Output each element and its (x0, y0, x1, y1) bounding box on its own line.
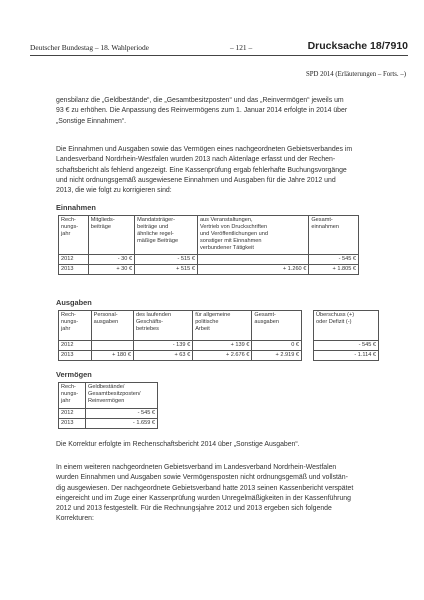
table-row (314, 351, 379, 361)
table-cell: 0 € (252, 341, 302, 351)
table-cell: - 545 € (86, 409, 158, 419)
text-line: Die Einnahmen und Ausgaben sowie das Vermögen eines nachgeordneten Gebietsverbandes im (56, 146, 353, 153)
table-cell: - 515 € (135, 255, 198, 265)
table-cell: + 139 € (193, 341, 252, 351)
header-rule (30, 55, 408, 56)
text-line: Korrekturen: (56, 515, 94, 523)
table-header-cell: Rech- nungs- jahr (59, 383, 86, 409)
text-line: eingereicht und im Zuge einer Kassenprüfung wurden Unregelmäßigkeiten in der Kassenführung (56, 494, 351, 502)
table-cell: 2013 (59, 265, 89, 275)
page-header (30, 40, 408, 54)
table-cell (91, 341, 133, 351)
text-line: wurden Einnahmen und Ausgaben sowie Vermögensposten nicht ordnungsgemäß und vollstän- (56, 474, 348, 482)
table-cell: - 139 € (133, 341, 192, 351)
document-number (308, 40, 408, 52)
einnahmen-table (58, 215, 359, 275)
table-row (59, 265, 359, 275)
table-cell: - 30 € (88, 255, 134, 265)
table-row (59, 409, 158, 419)
vermoegen-title: Vermögen (56, 370, 92, 379)
table-cell (197, 255, 308, 265)
table-row (59, 351, 302, 361)
table-header-cell: Überschuss (+) oder Defizit (-) (314, 311, 379, 341)
text-line: In einem weiteren nachgeordneten Gebietsverband im Landesverband Nordrhein-Westfalen (56, 464, 337, 471)
table-header-cell: Personal- ausgaben (91, 311, 133, 341)
table-cell: - 1.114 € (314, 351, 379, 361)
doc-number: 7910 (384, 40, 408, 52)
text-line: schaftsbericht als fehlend angezeigt. Eine Kassenprüfung ergab fehlerhafte Buchungsvorgänge (56, 166, 347, 174)
vermoegen-table (58, 382, 158, 429)
ausgaben-result-table (313, 310, 379, 361)
table-header-cell: Gesamt- einnahmen (309, 216, 359, 255)
table-cell: 2012 (59, 341, 92, 351)
table-cell: + 2.676 € (193, 351, 252, 361)
paragraph-2 (56, 145, 376, 196)
page-number: – 121 – (230, 43, 253, 52)
table-header-cell: aus Veranstaltungen, Vertrieb von Druckschriften und Veröffentlichungen und sonstiger mit Einnahmen verbundener Tätigkeit (197, 216, 308, 255)
header-left: Deutscher Bundestag – 18. Wahlperiode (30, 43, 149, 52)
text-line: „Sonstige Einnahmen“. (56, 117, 127, 125)
table-cell: 2012 (59, 255, 89, 265)
table-header-cell: des laufenden Geschäfts- betriebes (133, 311, 192, 341)
table-header-cell: Rech- nungs- jahr (59, 311, 92, 341)
text-line: Landesverband Nordrhein-Westfalen wurden 2013 nach Aktenlage erfasst und der Rechen- (56, 156, 336, 164)
table-header-cell: Mandatsträger- beiträge und ähnliche regel- mäßige Beiträge (135, 216, 198, 255)
text-line: dig ausgewiesen. Der nachgeordnete Gebietsverband hatte 2013 seinen Kassenbericht verspätet (56, 484, 354, 492)
table-cell: + 63 € (133, 351, 192, 361)
doc-prefix: Drucksache 18/ (307, 40, 385, 52)
paragraph-4 (56, 463, 376, 525)
table-header-cell: Gesamt- ausgaben (252, 311, 302, 341)
einnahmen-title: Einnahmen (56, 203, 96, 212)
table-cell: 2013 (59, 419, 86, 429)
table-cell: - 545 € (309, 255, 359, 265)
text-line: Die Korrektur erfolgte im Rechenschaftsbericht 2014 über „Sonstige Ausgaben“. (56, 441, 300, 448)
text-line: 2013, die wie folgt zu korrigieren sind: (56, 187, 172, 195)
table-header-cell: Geldbestände/ Gesamtbesitzposten/ Reinvermögen (86, 383, 158, 409)
table-cell: + 30 € (88, 265, 134, 275)
ausgaben-table (58, 310, 302, 361)
paragraph-3 (56, 440, 376, 450)
table-header-cell: Mitglieds- beiträge (88, 216, 134, 255)
table-row (59, 341, 302, 351)
table-cell: + 1.805 € (309, 265, 359, 275)
text-line: gensbilanz die „Geldbestände“, die „Gesamtbesitzposten“ und das „Reinvermögen“ jeweils um (56, 97, 344, 104)
paragraph-1 (56, 96, 376, 127)
ausgaben-title: Ausgaben (56, 298, 92, 307)
table-row (314, 341, 379, 351)
table-row (59, 419, 158, 429)
table-cell: - 1.659 € (86, 419, 158, 429)
text-line: 93 € zu erhöhen. Die Anpassung des Reinvermögens zum 1. Januar 2014 erfolgte in 2014 über (56, 107, 348, 115)
table-header-cell: Rech- nungs- jahr (59, 216, 89, 255)
table-cell: + 1.260 € (197, 265, 308, 275)
table-header-cell: für allgemeine politische Arbeit (193, 311, 252, 341)
text-line: und nicht ordnungsgemäß ausgewiesene Einnahmen und Ausgaben für die Jahre 2012 und (56, 176, 336, 184)
section-subheader: SPD 2014 (Erläuterungen – Forts. –) (305, 71, 406, 78)
table-cell: + 515 € (135, 265, 198, 275)
table-cell: - 545 € (314, 341, 379, 351)
text-line: 2012 und 2013 festgestellt. Für die Rechnungsjahre 2012 und 2013 ergeben sich folgende (56, 505, 332, 513)
table-cell: 2013 (59, 351, 92, 361)
table-cell: + 180 € (91, 351, 133, 361)
table-cell: 2012 (59, 409, 86, 419)
table-row (59, 255, 359, 265)
table-cell: + 2.919 € (252, 351, 302, 361)
